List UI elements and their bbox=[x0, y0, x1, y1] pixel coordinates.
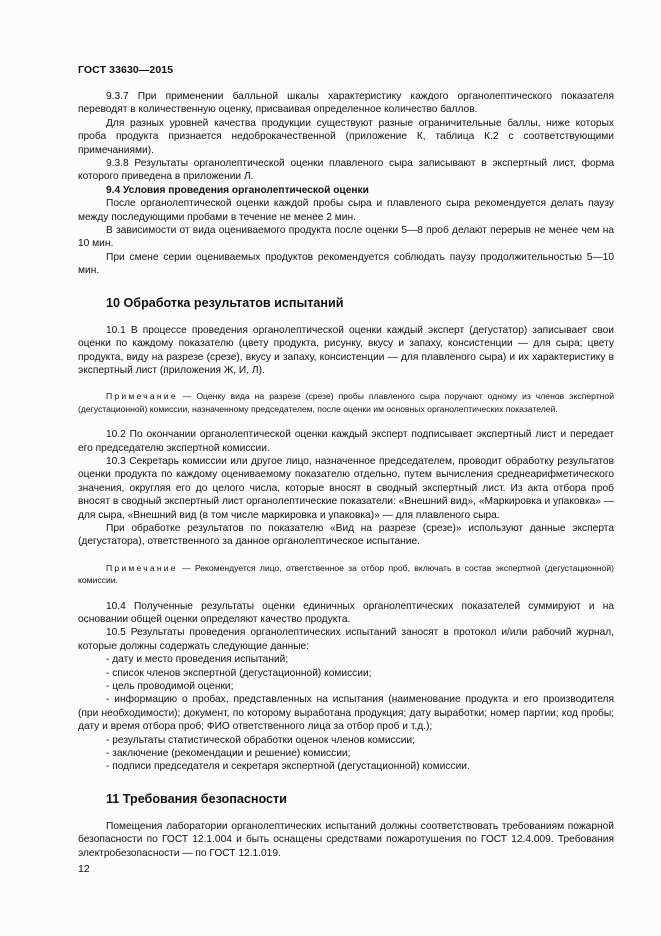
note-2 bbox=[78, 562, 614, 587]
paragraph-pause: После органолептической оценки каждой пробы сыра и плавленого сыра рекомендуется делать паузу между последующими пробами в течение не менее 2 мин. bbox=[78, 198, 614, 223]
paragraph-10-1: 10.1 В процессе проведения органолептической оценки каждый эксперт (дегустатор) записывает свои оценки по каждому показателю (цвету продукта, рисунку, вкусу и запаху, консистенции — для сыра; цвету продукта, виду на разрезе (срезе), вкусу и запаху, консистенции — для плавленого сыра) и их характеристику в экспертный лист (приложения Ж, И, Л). bbox=[78, 324, 614, 376]
paragraph-11: Помещения лаборатории органолептических испытаний должны соответствовать требованиям пожарной безопасности по ГОСТ 12.1.004 и быть оснащены средствами пожаротушения по ГОСТ 12.4.009. Требования электробезопасности — по ГОСТ 12.1.019. bbox=[78, 820, 614, 859]
note-2-text: — Рекомендуется лицо, ответственное за отбор проб, включать в состав экспертной (дегустационной) комиссии. bbox=[78, 562, 614, 586]
paragraph-break: В зависимости от вида оцениваемого продукта после оценки 5—8 проб делают перерыв не менее чем на 10 мин. bbox=[78, 225, 614, 250]
paragraph-9-3-7: 9.3.7 При применении балльной шкалы характеристику каждого органолептического показателя переводят в количественную оценку, присваивая определенное количество баллов. bbox=[78, 91, 614, 116]
note-1-label: Примечание bbox=[106, 391, 178, 402]
list-item: - информацию о пробах, представленных на испытания (наименование продукта и его производителя (при необходимости); документ, по которому выработана продукция; дату выработки; номер партии; код пробы; дату и время отбора проб; ФИО ответственного лица за отбор проб и т.д.); bbox=[78, 694, 614, 733]
subheading-9-4: 9.4 Условия проведения органолептической оценки bbox=[106, 184, 369, 196]
list-item: - список членов экспертной (дегустационной) комиссии; bbox=[106, 667, 372, 679]
paragraph-10-2: 10.2 По окончании органолептической оценки каждый эксперт подписывает экспертный лист и передает его председателю экспертной комиссии. bbox=[78, 429, 614, 454]
paragraph-9-3-8: 9.3.8 Результаты органолептической оценки плавленого сыра записывают в экспертный лист, форма которого приведена в приложении Л. bbox=[78, 158, 614, 183]
section-11-title: 11 Требования безопасности bbox=[106, 791, 287, 806]
paragraph-10-5: 10.5 Результаты проведения органолептических испытаний заносят в протокол и/или рабочий журнал, которые должны содержать следующие данные: bbox=[78, 627, 614, 652]
section-10-title: 10 Обработка результатов испытаний bbox=[106, 295, 344, 310]
paragraph-quality-levels: Для разных уровней качества продукции существуют разные ограничительные баллы, ниже которых проба продукта признается недоброкачественной (приложение К, таблица К.2 с соответствующими примечаниями). bbox=[78, 117, 614, 156]
note-2-label: Примечание bbox=[106, 562, 178, 573]
paragraph-10-3: 10.3 Секретарь комиссии или другое лицо, назначенное председателем, проводит обработку результатов оценки продукта по каждому оцениваемому показателю отдельно, путем вычисления среднеарифметического значения, округляя его до целого числа, которые вносят в сводный экспертный лист. Из акта отбора проб вносят в сводный экспертный лист органолептические показатели: «Внешний вид», «Маркировка и упаковка» — для сыра, «Внешний вид (в том числе маркировка и упаковка)» — для плавленого сыра. bbox=[78, 455, 614, 521]
list-item: - заключение (рекомендации и решение) комиссии; bbox=[106, 748, 351, 760]
list-item: - цель проводимой оценки; bbox=[106, 681, 234, 693]
page-content bbox=[78, 90, 614, 860]
standard-header: ГОСТ 33630—2015 bbox=[78, 64, 174, 76]
paragraph-10-4: 10.4 Полученные результаты оценки единичных органолептических показателей суммируют и на основании общей оценки определяют качество продукта. bbox=[78, 600, 614, 625]
paragraph-cut-view: При обработке результатов по показателю «Вид на разрезе (срезе)» используют данные эксперта (дегустатора), ответственного за данное органолептическое испытание. bbox=[78, 522, 614, 548]
list-item: - дату и место проведения испытаний; bbox=[106, 654, 289, 666]
note-1-text: — Оценку вида на разрезе (срезе) пробы плавленого сыра поручают одному из членов экспертной (дегустационной) комиссии, назначенному председателем, после оценки им основных органолептических показателей. bbox=[78, 391, 614, 414]
list-item: - результаты статистической обработки оценок членов комиссии; bbox=[106, 734, 415, 746]
note-1 bbox=[78, 390, 614, 415]
page-number: 12 bbox=[78, 863, 90, 875]
paragraph-series-change: При смене серии оцениваемых продуктов рекомендуется соблюдать паузу продолжительностью 5—10 мин. bbox=[78, 251, 614, 277]
list-item: - подписи председателя и секретаря экспертной (дегустационной) комиссии. bbox=[106, 761, 470, 773]
